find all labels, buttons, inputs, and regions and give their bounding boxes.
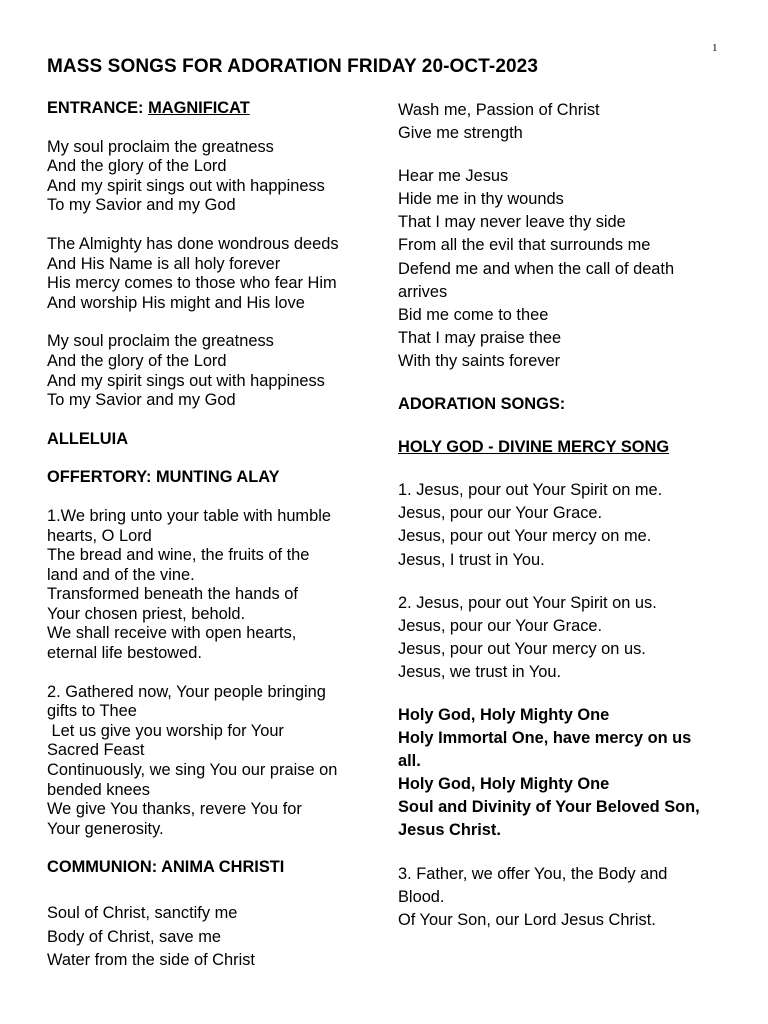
lyric-line: That I may praise thee (398, 328, 562, 347)
lyric-line: To my Savior and my God (47, 196, 236, 215)
entrance-verse-2 (47, 235, 382, 313)
offertory-heading: OFFERTORY: MUNTING ALAY (47, 468, 280, 487)
lyric-line: 1. Jesus, pour out Your Spirit on me. (398, 481, 663, 500)
lyric-line: bended knees (47, 780, 150, 799)
refrain-line: Holy God, Holy Mighty One (398, 705, 610, 724)
adoration-verse-1 (398, 479, 743, 571)
communion-verse-left (47, 902, 382, 973)
lyric-line: Jesus, pour out Your mercy on us. (398, 639, 646, 658)
lyric-line: 1.We bring unto your table with humble (47, 506, 331, 525)
entrance-label: ENTRANCE: (47, 99, 149, 117)
lyric-line: And the glory of the Lord (47, 157, 227, 176)
lyric-line: 2. Jesus, pour out Your Spirit on us. (398, 593, 657, 612)
entrance-verse-3 (47, 332, 382, 410)
entrance-song-title: MAGNIFICAT (148, 99, 250, 117)
refrain-line: Jesus Christ. (398, 821, 501, 840)
communion-verse-right-2 (398, 165, 743, 373)
offertory-verse-1 (47, 507, 382, 664)
lyric-line: That I may never leave thy side (398, 213, 626, 232)
lyric-line: eternal life bestowed. (47, 644, 202, 663)
lyric-line: Jesus, we trust in You. (398, 662, 562, 681)
lyric-line: Let us give you worship for Your (47, 721, 284, 740)
lyric-line: His mercy comes to those who fear Him (47, 274, 337, 293)
adoration-verse-2 (398, 592, 743, 684)
lyric-line: Jesus, pour out Your mercy on me. (398, 527, 652, 546)
entrance-verse-1 (47, 138, 382, 216)
lyric-line: Give me strength (398, 124, 523, 143)
document-title: MASS SONGS FOR ADORATION FRIDAY 20-OCT-2023 (47, 56, 538, 77)
lyric-line: Your chosen priest, behold. (47, 604, 246, 623)
page-number: 1 (712, 42, 718, 54)
adoration-refrain (398, 704, 743, 843)
lyric-line: Jesus, I trust in You. (398, 550, 545, 569)
offertory-verse-2 (47, 683, 382, 840)
lyric-line: Water from the side of Christ (47, 951, 255, 969)
lyric-line: arrives (398, 282, 448, 301)
lyric-line: Hear me Jesus (398, 167, 509, 186)
entrance-heading (47, 99, 382, 119)
lyric-line: And the glory of the Lord (47, 351, 227, 370)
alleluia-heading: ALLELUIA (47, 429, 129, 448)
lyric-line: Jesus, pour our Your Grace. (398, 504, 603, 523)
lyric-line: The Almighty has done wondrous deeds (47, 234, 339, 253)
lyric-line: Bid me come to thee (398, 305, 549, 324)
lyric-line: Sacred Feast (47, 741, 145, 760)
lyric-line: Jesus, pour our Your Grace. (398, 616, 603, 635)
lyric-line: 2. Gathered now, Your people bringing (47, 682, 326, 701)
refrain-line: Soul and Divinity of Your Beloved Son, (398, 798, 700, 817)
lyric-line: gifts to Thee (47, 702, 137, 721)
lyric-line: Your generosity. (47, 819, 164, 838)
lyric-line: And my spirit sings out with happiness (47, 371, 325, 390)
lyric-line: land and of the vine. (47, 565, 195, 584)
adoration-heading: ADORATION SONGS: (398, 395, 566, 414)
lyric-line: We give You thanks, revere You for (47, 800, 302, 819)
refrain-line: Holy God, Holy Mighty One (398, 775, 610, 794)
lyric-line: We shall receive with open hearts, (47, 624, 297, 643)
lyric-line: The bread and wine, the fruits of the (47, 546, 310, 565)
lyric-line: My soul proclaim the greatness (47, 137, 274, 156)
lyric-line: Continuously, we sing You our praise on (47, 761, 338, 780)
lyric-line: And my spirit sings out with happiness (47, 176, 325, 195)
refrain-line: all. (398, 752, 421, 771)
communion-heading: COMMUNION: ANIMA CHRISTI (47, 858, 285, 877)
lyric-line: Of Your Son, our Lord Jesus Christ. (398, 910, 656, 929)
lyric-line: And His Name is all holy forever (47, 254, 281, 273)
lyric-line: Blood. (398, 887, 445, 906)
lyric-line: Soul of Christ, sanctify me (47, 904, 238, 922)
lyric-line: hearts, O Lord (47, 526, 152, 545)
lyric-line: 3. Father, we offer You, the Body and (398, 864, 668, 883)
lyric-line: With thy saints forever (398, 351, 561, 370)
lyric-line: My soul proclaim the greatness (47, 332, 274, 351)
lyric-line: Body of Christ, save me (47, 927, 221, 946)
lyric-line: From all the evil that surrounds me (398, 236, 651, 255)
lyric-line: Hide me in thy wounds (398, 190, 564, 209)
lyric-line: Defend me and when the call of death (398, 259, 675, 278)
left-column (47, 99, 382, 973)
refrain-line: Holy Immortal One, have mercy on us (398, 729, 692, 748)
right-column (398, 99, 743, 932)
adoration-verse-3 (398, 863, 743, 932)
lyric-line: Transformed beneath the hands of (47, 585, 298, 604)
lyric-line: Wash me, Passion of Christ (398, 101, 600, 119)
adoration-song-title: HOLY GOD - DIVINE MERCY SONG (398, 438, 670, 457)
lyric-line: And worship His might and His love (47, 293, 305, 312)
communion-verse-right-1 (398, 99, 743, 145)
lyric-line: To my Savior and my God (47, 391, 236, 410)
